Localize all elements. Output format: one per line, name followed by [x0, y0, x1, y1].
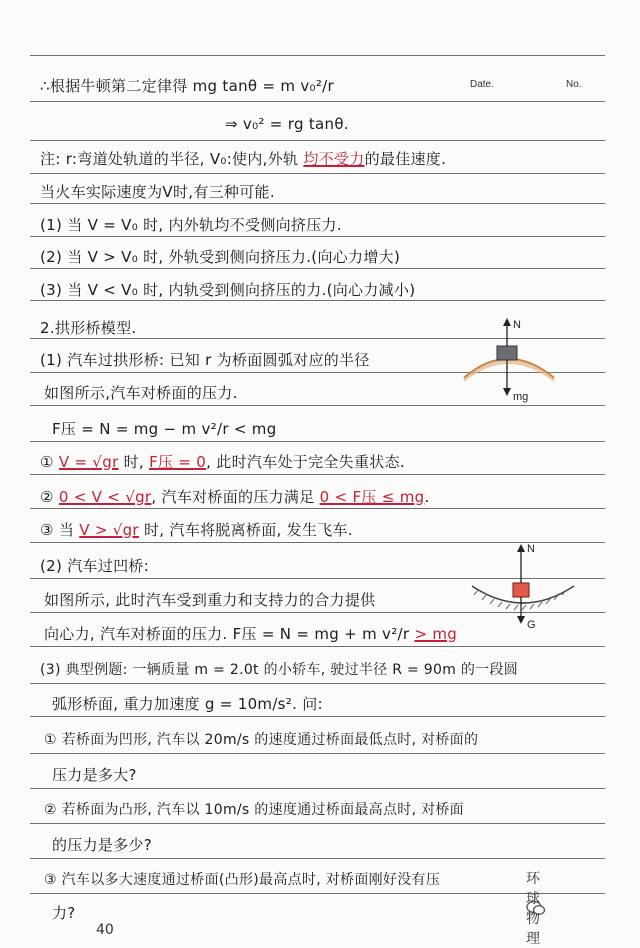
ruled-line: [30, 268, 605, 269]
ruled-line: [30, 716, 605, 717]
note-line-20: ① 若桥面为凹形, 汽车以 20m/s 的速度通过桥面最低点时, 对桥面的: [44, 732, 479, 748]
note-line-5: (1) 当 V = V₀ 时, 内外轨均不受侧向挤压力.: [40, 216, 342, 234]
car-block: [497, 346, 517, 360]
ruled-line: [30, 823, 605, 824]
ruled-line: [30, 236, 605, 237]
note-line-13: [40, 487, 430, 507]
note-line-18: (3) 典型例题: 一辆质量 m = 2.0t 的小轿车, 驶过半径 R = 90m 的一段圆: [40, 662, 519, 678]
ruled-line: [30, 683, 605, 684]
ruled-line: [30, 753, 605, 754]
ruled-line: [30, 173, 605, 174]
gravity-label: G: [527, 619, 536, 631]
watermark: [526, 871, 546, 947]
ruled-line: [30, 858, 605, 859]
note-line-12-highlight-1: V = √gr: [58, 453, 119, 471]
page-number: 40: [96, 922, 114, 938]
note-line-12-highlight-2: F压 = 0: [149, 453, 207, 471]
note-line-14-a: ③ 当: [40, 521, 80, 539]
gravity-label: mg: [513, 391, 529, 403]
car-block: [513, 583, 529, 597]
note-line-17-highlight: > mg: [414, 625, 458, 643]
ruled-line: [30, 55, 605, 56]
arch-bridge-hatching: [464, 359, 554, 382]
ruled-line: [30, 893, 605, 894]
note-line-7: (3) 当 V < V₀ 时, 内轨受到侧向挤压的力.(向心力减小): [40, 281, 416, 299]
note-line-9: (1) 汽车过拱形桥: 已知 r 为桥面圆弧对应的半径: [40, 351, 370, 369]
ruled-line: [30, 101, 605, 102]
note-line-3-b: 的最佳速度.: [364, 150, 447, 168]
note-line-2: ⇒ v₀² = rg tanθ.: [225, 115, 349, 133]
ruled-line: [30, 508, 605, 509]
ruled-line: [30, 203, 605, 204]
concave-bridge-diagram: [468, 538, 578, 638]
date-label: Date.: [470, 79, 494, 90]
note-line-13-b: , 汽车对桥面的压力满足: [151, 488, 320, 506]
note-line-10: 如图所示,汽车对桥面的压力.: [44, 384, 238, 402]
note-line-4: 当火车实际速度为V时,有三种可能.: [40, 183, 275, 201]
note-line-12-a: ①: [40, 453, 59, 471]
note-line-17: [44, 624, 457, 644]
ruled-line: [30, 788, 605, 789]
note-line-19: 弧形桥面, 重力加速度 g = 10m/s². 问:: [52, 695, 323, 713]
note-line-23: 的压力是多少?: [52, 836, 153, 854]
note-line-16: 如图所示, 此时汽车受到重力和支持力的合力提供: [44, 591, 376, 609]
note-line-15: (2) 汽车过凹桥:: [40, 557, 150, 575]
note-line-21: 压力是多大?: [52, 766, 137, 784]
arch-bridge-diagram: [460, 312, 560, 422]
note-line-1: ∴根据牛顿第二定律得 mg tanθ = m v₀²/r: [40, 77, 334, 95]
note-line-14-b: 时, 汽车将脱离桥面, 发生飞车.: [138, 521, 353, 539]
ruled-line: [30, 474, 605, 475]
note-line-13-highlight-2: 0 < F压 ≤ mg: [319, 488, 425, 506]
ruled-line: [30, 300, 605, 301]
normal-force-label: N: [513, 319, 521, 331]
ruled-line: [30, 646, 605, 647]
note-line-3: [40, 149, 446, 169]
ruled-line: [30, 441, 605, 442]
gravity-arrowhead: [503, 388, 511, 396]
note-line-6: (2) 当 V > V₀ 时, 外轨受到侧向挤压力.(向心力增大): [40, 248, 401, 266]
note-line-14-highlight: V > √gr: [79, 521, 139, 539]
normal-force-arrowhead: [517, 544, 525, 552]
normal-force-label: N: [527, 543, 535, 555]
note-line-8: 2.拱形桥模型.: [40, 319, 137, 337]
note-line-22: ② 若桥面为凸形, 汽车以 10m/s 的速度通过桥面最高点时, 对桥面: [44, 802, 464, 818]
note-line-3-highlight: 均不受力: [303, 150, 365, 168]
no-label: No.: [566, 79, 582, 90]
note-line-12-b: 时,: [118, 453, 150, 471]
note-line-13-highlight-1: 0 < V < √gr: [58, 488, 152, 506]
watermark-text: 环球物理: [526, 871, 540, 947]
note-line-12-c: , 此时汽车处于完全失重状态.: [206, 453, 405, 471]
note-line-24: ③ 汽车以多大速度通过桥面(凸形)最高点时, 对桥面刚好没有压: [44, 872, 441, 888]
note-line-17-a: 向心力, 汽车对桥面的压力. F压 = N = mg + m v²/r: [44, 625, 415, 643]
note-line-14: [40, 520, 353, 540]
note-line-13-c: .: [424, 488, 430, 506]
note-line-12: [40, 452, 405, 472]
ruled-line: [30, 140, 605, 141]
note-line-13-a: ②: [40, 488, 59, 506]
note-line-11: F压 = N = mg − m v²/r < mg: [52, 420, 277, 438]
note-line-3-a: 注: r:弯道处轨道的半径, V₀:使内,外轨: [40, 150, 304, 168]
gravity-arrowhead: [517, 616, 525, 624]
normal-force-arrowhead: [503, 318, 511, 326]
note-line-25: 力?: [52, 904, 76, 922]
